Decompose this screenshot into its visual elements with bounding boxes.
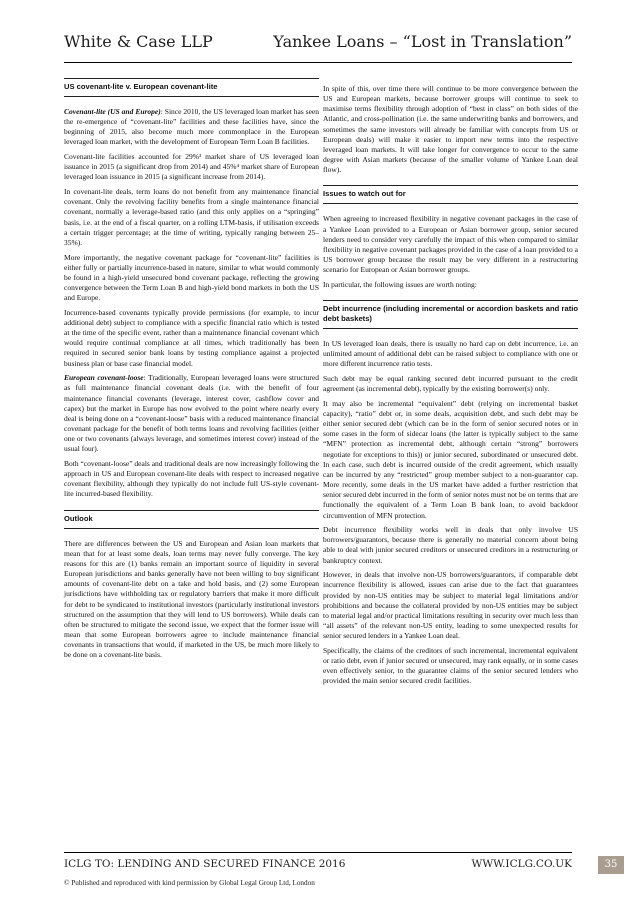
- header-firm-name: White & Case LLP: [64, 32, 213, 51]
- paragraph-lead: Covenant-lite (US and Europe): [64, 107, 161, 116]
- footer-publication: ICLG TO: LENDING AND SECURED FINANCE 2016: [64, 858, 346, 870]
- paragraph: Incurrence-based covenants typically provide permissions (for example, to incur additional debt) subject to compliance with a specific financial ratio which is tested at the time of the specific event, rather than a maintenance financial covenant which would require continual compliance at all times, which traditionally has been required in secured senior bank loans by testing compliance against a projected business plan or base case financial model.: [64, 307, 319, 368]
- section-heading-issues: Issues to watch out for: [323, 185, 578, 204]
- footer-divider: [64, 852, 572, 853]
- running-footer: [64, 858, 572, 876]
- paragraph: European covenant-loose: Traditionally, European leveraged loans were structured as full maintenance financial covenant deals (i.e. with the benefit of four maintenance financial covenants (leverage, interest cover, cashflow cover and capex) but the market in Europe has now evolved to the point where nearly every deal is being done on a “covenant-loose” basis with a reduced maintenance financial covenant package for the benefit of both terms loans and revolving facilities (either one or two covenants (always leverage, and sometimes interest cover) instead of the usual four).: [64, 373, 319, 454]
- paragraph: Covenant-lite (US and Europe): Since 2010, the US leveraged loan market has seen the re-emergence of “covenant-lite” facilities and these facilities have, since the beginning of 2015, also become much more commonplace in the European leveraged loan market, with the development of European Term Loan B facilities.: [64, 107, 319, 147]
- header-divider: [64, 62, 572, 63]
- paragraph: Such debt may be equal ranking secured debt incurred pursuant to the credit agreement (as incremental debt), typically by the existing borrower(s) only.: [323, 373, 578, 394]
- paragraph: When agreeing to increased flexibility in negative covenant packages in the case of a Yankee Loan provided to a European or Asian borrower group, senior secured lenders need to consider very carefully the impact of this when compared to similar flexibility in negative covenant packages provided in the case of a loan provided to a US borrower group because the result may be very different in a restructuring scenario for European or Asian borrower groups.: [323, 214, 578, 275]
- header-article-title: Yankee Loans – “Lost in Translation”: [273, 32, 572, 51]
- section-heading-outlook: Outlook: [64, 510, 319, 529]
- paragraph: It may also be incremental “equivalent” debt (relying on incremental basket capacity), “ratio” debt or, in some deals, acquisition debt, and such debt may be either senior secured debt (which can be in the form of senior secured notes or in some cases in the form of sidecar loans (the latter is typically subject to the same “MFN” protection as incremental debt, although certain “strong” borrowers negotiate for exceptions to this)) or junior secured, subordinated or unsecured debt. In each case, such debt is incurred outside of the credit agreement, which usually can be incurred by any “restricted” group member subject to a non-guarantor cap. More recently, some deals in the US market have added a further restriction that senior secured debt incurred in the form of senior notes must not be on terms that are functionally the equivalent of a Term Loan B bank loan, to avoid backdoor circumvention of MFN protection.: [323, 398, 578, 520]
- footer-website: WWW.ICLG.CO.UK: [471, 858, 572, 870]
- page-number: 35: [598, 856, 624, 874]
- section-heading-debt-incurrence: Debt incurrence (including incremental or accordion baskets and ratio debt baskets): [323, 300, 578, 329]
- left-column: [64, 78, 319, 665]
- paragraph: In spite of this, over time there will continue to be more convergence between the US and European markets, because borrower groups will continue to seek to maximise terms flexibility through adoption of “best in class” on both sides of the Atlantic, and cross-pollination (i.e. the same underwriting banks and borrowers, and sometimes the same investors will already be familiar with concepts from US or European deals) will make it easier to import new terms into the respective leveraged loan markets. It will take longer for convergence to occur to the same degree with Asian markets (because of the smaller volume of Yankee Loan deal flow).: [323, 84, 578, 175]
- paragraph: Covenant-lite facilities accounted for 29%³ market share of US leveraged loan issuance in 2015 (a significant drop from 2014) and 45%⁴ market share of European leveraged loan issuance in 2015 (a significant increase from 2014).: [64, 152, 319, 182]
- paragraph: More importantly, the negative covenant package for “covenant-lite” facilities is either fully or partially incurrence-based in nature, similar to what would commonly be found in a high-yield unsecured bond covenant package, reflecting the growing convergence between the Term Loan B and high-yield bond markets in both the US and Europe.: [64, 252, 319, 303]
- paragraph-lead: European covenant-loose: [64, 373, 144, 383]
- copyright-notice: © Published and reproduced with kind permission by Global Legal Group Ltd, London: [64, 879, 315, 887]
- paragraph: However, in deals that involve non-US borrowers/guarantors, if comparable debt incurrence flexibility is allowed, issues can arise due to the fact that guarantees provided by non-US entities may be subject to material legal limitations and/or prohibitions and because the collateral provided by non-US entities may be subject to material legal and/or practical limitations resulting in security over much less than “all assets” of the relevant non-US entity, leading to some unexpected results for senior secured lenders in a Yankee Loan deal.: [323, 570, 578, 641]
- paragraph: Specifically, the claims of the creditors of such incremental, incremental equivalent or ratio debt, even if junior secured or unsecured, may rank equally, or in some cases even effectively senior, to the guarantee claims of the senior secured lenders who provided the main senior secured credit facilities.: [323, 645, 578, 686]
- paragraph: In covenant-lite deals, term loans do not benefit from any maintenance financial covenant. Only the revolving facility benefits from a single maintenance financial covenant, normally a leverage-based ratio (and this only applies on a “springing” basis, i.e. at the end of a fiscal quarter, on a rolling LTM-basis, if utilisation exceeds a certain trigger percentage; at the time of writing, typically ranging between 25–35%).: [64, 187, 319, 247]
- right-column: [323, 84, 578, 691]
- paragraph: In particular, the following issues are worth noting:: [323, 279, 477, 289]
- paragraph: Debt incurrence flexibility works well in deals that only involve US borrowers/guarantors, because there is generally no material concern about being able to deal with junior secured creditors or unsecured creditors in a restructuring or bankruptcy context.: [323, 525, 578, 565]
- paragraph: There are differences between the US and European and Asian loan markets that mean that for at least some deals, loan terms may never fully converge. The key reasons for this are (1) banks remain an important source of liquidity in several European jurisdictions and banks generally have not been willing to buy significant amounts of covenant-lite debt on a take and hold basis, and (2) some European jurisdictions have withholding tax or regulatory barriers that make it more difficult for debt to be syndicated to institutional investors (particularly institutional investors structured on the assumption that they will lend to US borrowers). While deals can often be structured to mitigate the second issue, we expect that the former issue will mean that some European borrowers agree to include maintenance financial covenants in transactions that would, if marketed in the US, be much more likely to be done on a covenant-lite basis.: [64, 538, 319, 660]
- paragraph: Both “covenant-loose” deals and traditional deals are now increasingly following the approach in US and European covenant-lite deals with respect to increased negative covenant flexibility, although they typically do not include full US-style covenant-lite incurred-based flexibility.: [64, 459, 319, 499]
- section-heading-covenant-lite: US covenant-lite v. European covenant-lite: [64, 78, 319, 97]
- running-header: [64, 32, 572, 58]
- paragraph: In US leveraged loan deals, there is usually no hard cap on debt incurrence, i.e. an unlimited amount of additional debt can be raised subject to compliance with one or more different incurrence ratio tests.: [323, 339, 578, 369]
